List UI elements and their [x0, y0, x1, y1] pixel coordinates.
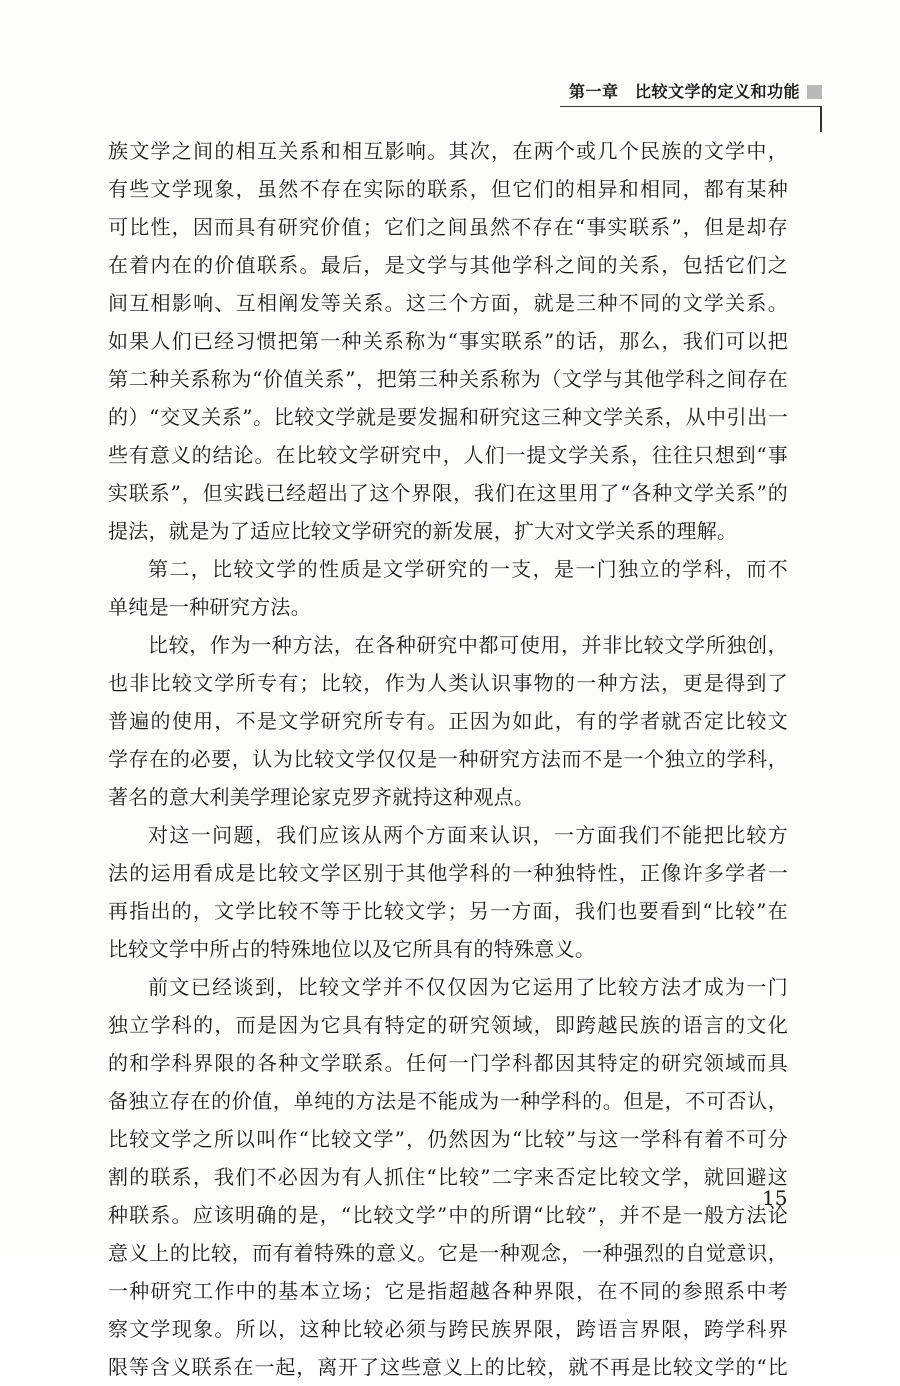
text-line: 提法，就是为了适应比较文学研究的新发展，扩大对文学关系的理解。: [108, 519, 738, 543]
text-line: 可比性，因而具有研究价值；它们之间虽然不存在“事实联系”，但是却存: [108, 215, 788, 239]
text-line: 在着内在的价值联系。最后，是文学与其他学科之间的关系，包括它们之: [108, 253, 788, 277]
text-line: 族文学之间的相互关系和相互影响。其次，在两个或几个民族的文学中，: [108, 139, 788, 163]
text-line: 第二，比较文学的性质是文学研究的一支，是一门独立的学科，而不: [148, 557, 788, 581]
text-line: 比较，作为一种方法，在各种研究中都可使用，并非比较文学所独创，: [148, 633, 788, 657]
header-corner-rule: [820, 106, 822, 132]
text-line: 再指出的，文学比较不等于比较文学；另一方面，我们也要看到“比较”在: [108, 899, 788, 923]
text-line: 也非比较文学所专有；比较，作为人类认识事物的一种方法，更是得到了: [108, 671, 788, 695]
text-line: 第二种关系称为“价值关系”，把第三种关系称为（文学与其他学科之间存在: [108, 367, 788, 391]
page-number: 15: [762, 1186, 788, 1210]
chapter-label: 第一章: [568, 82, 619, 101]
text-line: 间互相影响、互相阐发等关系。这三个方面，就是三种不同的文学关系。: [108, 291, 788, 315]
text-line: 比较文学之所以叫作“比较文学”，仍然因为“比较”与这一学科有着不可分: [108, 1127, 788, 1151]
text-line: 种联系。应该明确的是，“比较文学”中的所谓“比较”，并不是一般方法论: [108, 1203, 788, 1227]
text-line: 割的联系，我们不必因为有人抓住“比较”二字来否定比较文学，就回避这: [108, 1165, 788, 1189]
text-line: 备独立存在的价值，单纯的方法是不能成为一种学科的。但是，不可否认，: [108, 1089, 788, 1113]
text-line: 如果人们已经习惯把第一种关系称为“事实联系”的话，那么，我们可以把: [108, 329, 788, 353]
running-header-text: [569, 82, 800, 102]
chapter-title: 比较文学的定义和功能: [634, 82, 800, 101]
text-line: 限等含义联系在一起，离开了这些意义上的比较，就不再是比较文学的“比: [108, 1355, 788, 1379]
text-line: 比较文学中所占的特殊地位以及它所具有的特殊意义。: [108, 937, 596, 961]
text-line: 察文学现象。所以，这种比较必须与跨民族界限，跨语言界限，跨学科界: [108, 1317, 788, 1341]
text-line: 意义上的比较，而有着特殊的意义。它是一种观念，一种强烈的自觉意识，: [108, 1241, 788, 1265]
text-line: 的）“交叉关系”。比较文学就是要发掘和研究这三种文学关系，从中引出一: [108, 405, 788, 429]
text-line: 对这一问题，我们应该从两个方面来认识，一方面我们不能把比较方: [148, 823, 788, 847]
text-line: 些有意义的结论。在比较文学研究中，人们一提文学关系，往往只想到“事: [108, 443, 788, 467]
text-line: 学存在的必要，认为比较文学仅仅是一种研究方法而不是一个独立的学科，: [108, 747, 788, 771]
text-line: 有些文学现象，虽然不存在实际的联系，但它们的相异和相同，都有某种: [108, 177, 788, 201]
running-header: [560, 82, 822, 104]
text-line: 独立学科的，而是因为它具有特定的研究领域，即跨越民族的语言的文化: [108, 1013, 788, 1037]
text-line: 法的运用看成是比较文学区别于其他学科的一种独特性，正像许多学者一: [108, 861, 788, 885]
text-line: 实联系”，但实践已经超出了这个界限，我们在这里用了“各种文学关系”的: [108, 481, 788, 505]
text-line: 著名的意大利美学理论家克罗齐就持这种观点。: [108, 785, 535, 809]
body-text: [108, 132, 788, 1386]
text-line: 前文已经谈到，比较文学并不仅仅因为它运用了比较方法才成为一门: [148, 975, 788, 999]
text-line: 普遍的使用，不是文学研究所专有。正因为如此，有的学者就否定比较文: [108, 709, 788, 733]
header-rule: [560, 106, 822, 107]
text-line: 的和学科界限的各种文学联系。任何一门学科都因其特定的研究领域而具: [108, 1051, 788, 1075]
text-line: 一种研究工作中的基本立场；它是指超越各种界限，在不同的参照系中考: [108, 1279, 788, 1303]
text-line: 单纯是一种研究方法。: [108, 595, 311, 619]
header-marker-block: [807, 85, 822, 99]
